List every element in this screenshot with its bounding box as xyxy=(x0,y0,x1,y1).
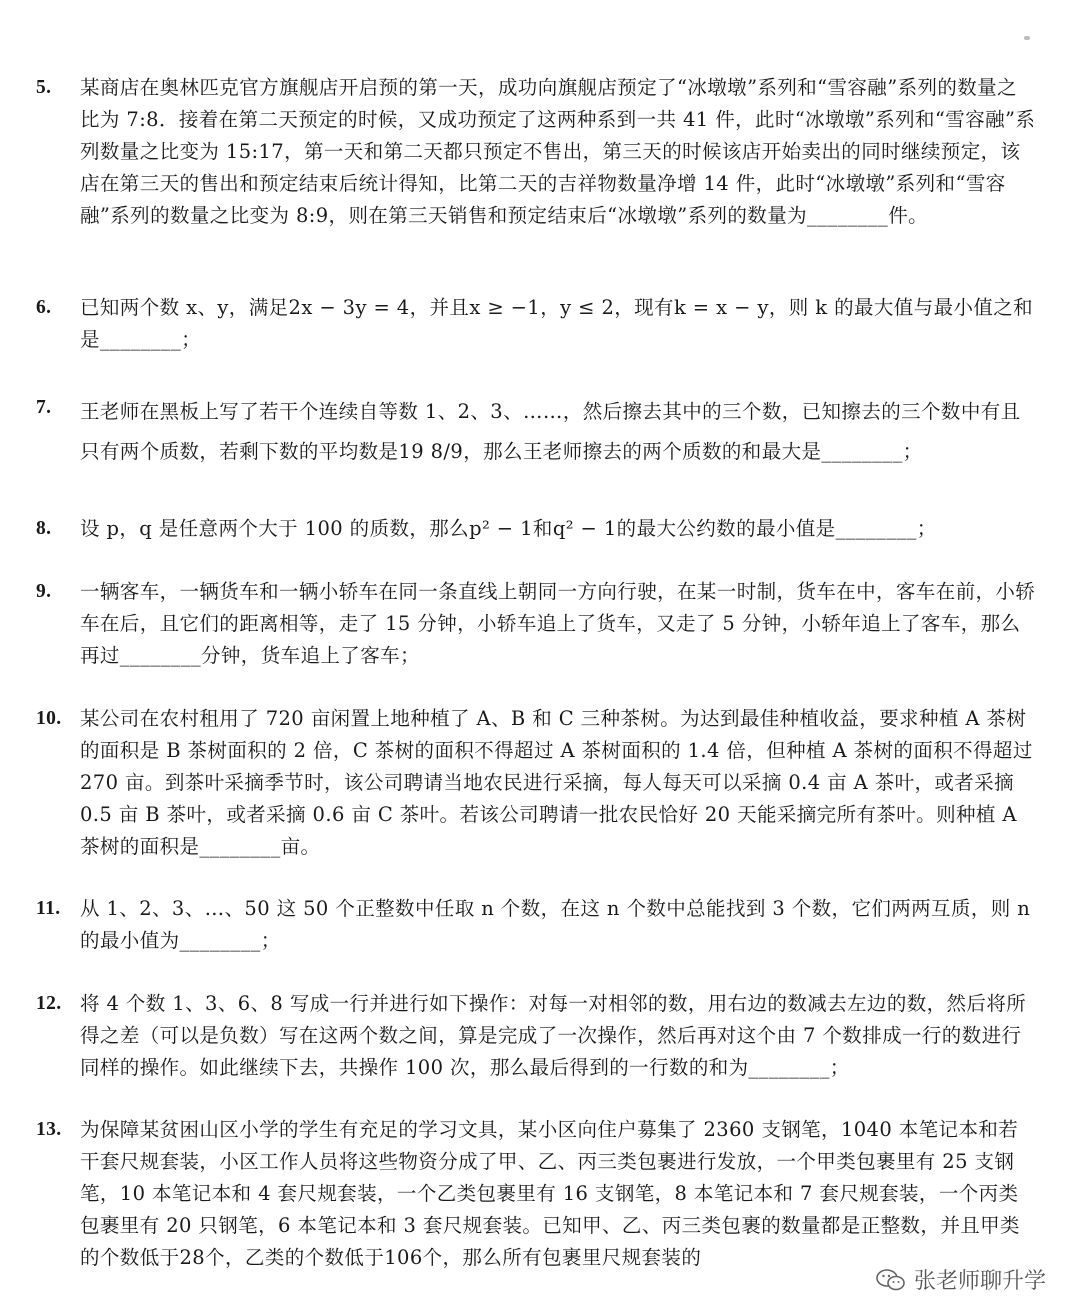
watermark-text: 张老师聊升学 xyxy=(913,1269,1046,1294)
question-text: 设 p，q 是任意两个大于 100 的质数，那么p² − 1和q² − 1的最大公约数的最小值是________； xyxy=(80,517,937,540)
question-number: 8. xyxy=(36,518,52,539)
question-6 xyxy=(36,292,1036,356)
question-text: 某商店在奥林匹克官方旗舰店开启预的第一天，成功向旗舰店预定了“冰墩墩”系列和“雪容融”系列的数量之比为 7:8．接着在第二天预定的时候，又成功预定了这两种系到一共 41 件，此时“冰墩墩”系列和“雪容融”系列数量之比变为 15:17，第一天和第二天都只预定不售出，第三天的时候该店开始卖出的同时继续预定，该店在第三天的售出和预定结束后统计得知，比第二天的吉祥物数量净增 14 件，此时“冰墩墩”系列和“雪容融”系列的数量之比变为 8:9，则在第三天销售和预定结束后“冰墩墩”系列的数量为________件。 xyxy=(80,76,1036,227)
question-text: 某公司在农村租用了 720 亩闲置上地种植了 A、B 和 C 三种茶树。为达到最佳种植收益，要求种植 A 茶树的面积是 B 茶树面积的 2 倍，C 茶树的面积不得超过 A 茶树面积的 1.4 倍，但种植 A 茶树的面积不得超过 270 亩。到茶叶采摘季节时，该公司聘请当地农民进行采摘，每人每天可以采摘 0.4 亩 A 茶叶，或者采摘 0.5 亩 B 茶叶，或者采摘 0.6 亩 C 茶叶。若该公司聘请一批农民恰好 20 天能采摘完所有茶叶。则种植 A 茶树的面积是________亩。 xyxy=(80,707,1033,858)
question-number: 13. xyxy=(36,1119,62,1140)
question-13 xyxy=(36,1114,1036,1274)
question-7 xyxy=(36,392,1036,472)
question-number: 12. xyxy=(36,993,62,1014)
question-10 xyxy=(36,703,1036,863)
question-text: 王老师在黑板上写了若干个连续自等数 1、2、3、……，然后擦去其中的三个数，已知擦去的三个数中有且只有两个质数，若剩下数的平均数是19 8/9，那么王老师擦去的两个质数的和最大是________； xyxy=(80,400,1021,463)
question-11 xyxy=(36,893,1036,957)
watermark xyxy=(870,1262,1052,1297)
question-number: 7. xyxy=(36,397,52,418)
wechat-icon xyxy=(876,1268,906,1292)
question-text: 从 1、2、3、…、50 这 50 个正整数中任取 n 个数，在这 n 个数中总能找到 3 个数，它们两两互质，则 n 的最小值为________； xyxy=(80,897,1031,952)
question-9 xyxy=(36,576,1036,672)
question-number: 6. xyxy=(36,297,52,318)
question-number: 11. xyxy=(36,898,61,919)
question-text: 已知两个数 x、y，满足2x − 3y = 4，并且x ≥ −1，y ≤ 2，现有k = x − y，则 k 的最大值与最小值之和是________； xyxy=(80,296,1034,351)
question-number: 5. xyxy=(36,77,52,98)
question-text: 为保障某贫困山区小学的学生有充足的学习文具，某小区向住户募集了 2360 支钢笔，1040 本笔记本和若干套尺规套装，小区工作人员将这些物资分成了甲、乙、丙三类包裹进行发放，一个甲类包裹里有 25 支钢笔，10 本笔记本和 4 套尺规套装，一个乙类包裹里有 16 支钢笔，8 本笔记本和 7 套尺规套装，一个丙类包裹里有 20 只钢笔，6 本笔记本和 3 套尺规套装。已知甲、乙、丙三类包裹的数量都是正整数，并且甲类的个数低于28个，乙类的个数低于106个，那么所有包裹里尺规套装的 xyxy=(80,1118,1020,1269)
question-text: 一辆客车，一辆货车和一辆小轿车在同一条直线上朝同一方向行驶，在某一时制，货车在中，客车在前，小轿车在后，且它们的距离相等，走了 15 分钟，小轿车追上了货车，又走了 5 分钟，小轿年追上了客车，那么再过________分钟，货车追上了客车； xyxy=(80,580,1036,667)
question-number: 10. xyxy=(36,708,62,729)
question-8 xyxy=(36,513,1036,545)
question-number: 9. xyxy=(36,581,52,602)
question-text: 将 4 个数 1、3、6、8 写成一行并进行如下操作：对每一对相邻的数，用右边的数减去左边的数，然后将所得之差（可以是负数）写在这两个数之间，算是完成了一次操作，然后再对这个由 7 个数排成一行的数进行同样的操作。如此继续下去，共操作 100 次，那么最后得到的一行数的和为________； xyxy=(80,992,1027,1079)
scan-speck xyxy=(1024,36,1030,40)
question-5 xyxy=(36,72,1036,232)
question-12 xyxy=(36,988,1036,1084)
